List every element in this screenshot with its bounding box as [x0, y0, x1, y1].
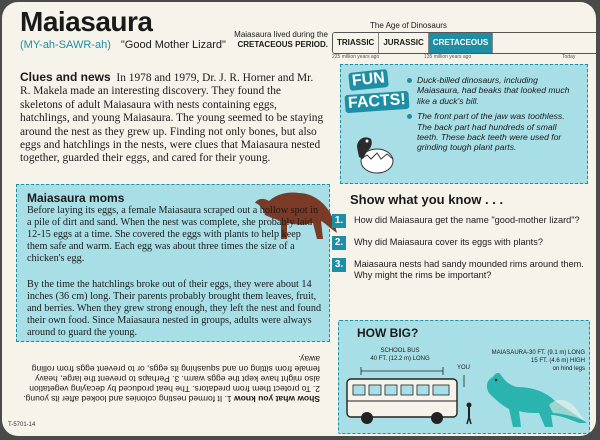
nickname: "Good Mother Lizard": [120, 39, 226, 51]
bullet-icon: [407, 78, 412, 83]
maiasaura-size-label: MAIASAURA-30 FT. (9.1 m) LONG 15 FT. (4.6 m) HIGH on hind legs: [491, 350, 585, 372]
maiasaura-size-icon: [487, 373, 587, 427]
answers-label: Show what you know: [234, 394, 320, 404]
question-number: 2.: [332, 236, 346, 250]
how-big-box: [338, 320, 590, 434]
bullet-icon: [407, 114, 412, 119]
moms-box: [16, 184, 330, 342]
age-lived-line1: Maiasaura lived during the: [234, 30, 328, 39]
answers-upside-down: [20, 354, 320, 404]
show-heading: Show what you know . . .: [350, 192, 504, 207]
question-text: Why did Maiasaura cover its eggs with plants?: [354, 237, 543, 247]
product-code: T-5701-14: [8, 422, 36, 428]
pronunciation: (MY-ah-SAWR-ah): [20, 39, 111, 51]
period-tail: [493, 33, 596, 53]
clues-section: [20, 70, 324, 166]
fun-facts-list: [407, 75, 577, 158]
fun-fact-item: The front part of the jaw was toothless. The back part had hundreds of small teeth. These back teeth were used for grinding tough plant parts.: [407, 111, 577, 153]
age-right-label: Today: [562, 54, 576, 60]
bus-label: SCHOOL BUS 40 FT. (12.2 m) LONG: [370, 348, 430, 362]
age-mid-label: 135 million years ago: [424, 54, 472, 60]
moms-heading: Maiasaura moms: [27, 191, 125, 205]
age-timeline: [332, 32, 596, 54]
fun-fact-item: Duck-billed dinosaurs, including Maiasaura, had beaks that looked much like a duck's bill.: [407, 75, 577, 106]
facts-word: FACTS!: [344, 91, 409, 113]
reward-card: [2, 2, 596, 436]
hatchling-egg-icon: [347, 129, 401, 175]
how-big-heading: HOW BIG?: [357, 326, 419, 340]
you-label: YOU: [457, 365, 471, 371]
question-text: How did Maiasaura get the name "good-mother lizard"?: [354, 215, 580, 225]
size-comparison-graphic: [339, 321, 589, 433]
age-lived-line2: CRETACEOUS PERIOD.: [237, 40, 328, 49]
answers-text: 1. It formed nesting colonies and looked after its young. 2. To protect them from predators. The heat produced by decaying vegetation also might have kept the eggs warm. 3. Perhaps to prevent the large, heavy female from sitting on and squashing its eggs, or to prevent eggs from rolling away.: [23, 354, 320, 404]
moms-paragraph-1: Before laying its eggs, a female Maiasaura scraped out a hollow spot in a pile of dirt and sand. When the nest was complete, she probably laid 12-15 eggs at a time. She covered the eggs with plants to help keep them safe and warm. Each egg was about three times the size of a chicken's egg.: [27, 205, 319, 264]
page-title: Maiasaura: [20, 6, 153, 37]
age-timeline-title: The Age of Dinosaurs: [370, 21, 447, 30]
pronunciation-line: [20, 39, 226, 51]
period-jurassic: JURASSIC: [379, 33, 428, 53]
person-icon: [464, 375, 472, 424]
fun-facts-box: [340, 64, 588, 184]
question-number: 3.: [332, 258, 346, 272]
question-number: 1.: [332, 214, 346, 228]
school-bus-icon: [347, 379, 457, 424]
age-lived-text: [230, 30, 328, 50]
period-cretaceous: CRETACEOUS: [429, 33, 493, 53]
fun-word: FUN: [348, 69, 389, 91]
period-triassic: TRIASSIC: [333, 33, 379, 53]
moms-paragraph-2: By the time the hatchlings broke out of their eggs, they were about 14 inches (36 cm) long. Their parents probably brought them leaves, fruit, and berries. When they grew strong enough, they left the nest and found their own food. Since Maiasaura nested in groups, adults were always around to guard the young.: [27, 279, 322, 338]
clues-heading: Clues and news: [20, 70, 111, 84]
clues-body: In 1978 and 1979, Dr. J. R. Horner and Mr. R. Makela made an interesting discovery. They found the skeletons of adult Maiasaura with nests containing eggs, hatchlings, and young Maiasaura. The young seemed to be staying around the nest as they grew up. Finding not only bones, but also eggs and hatchlings in the nests, were clues that Maiasaura nested together, guarded their eggs, and cared for their young.: [20, 72, 324, 165]
question-text: Maiasaura nests had sandy mounded rims around them. Why might the rims be important?: [354, 259, 584, 280]
age-left-label: 225 million years ago: [332, 54, 380, 60]
